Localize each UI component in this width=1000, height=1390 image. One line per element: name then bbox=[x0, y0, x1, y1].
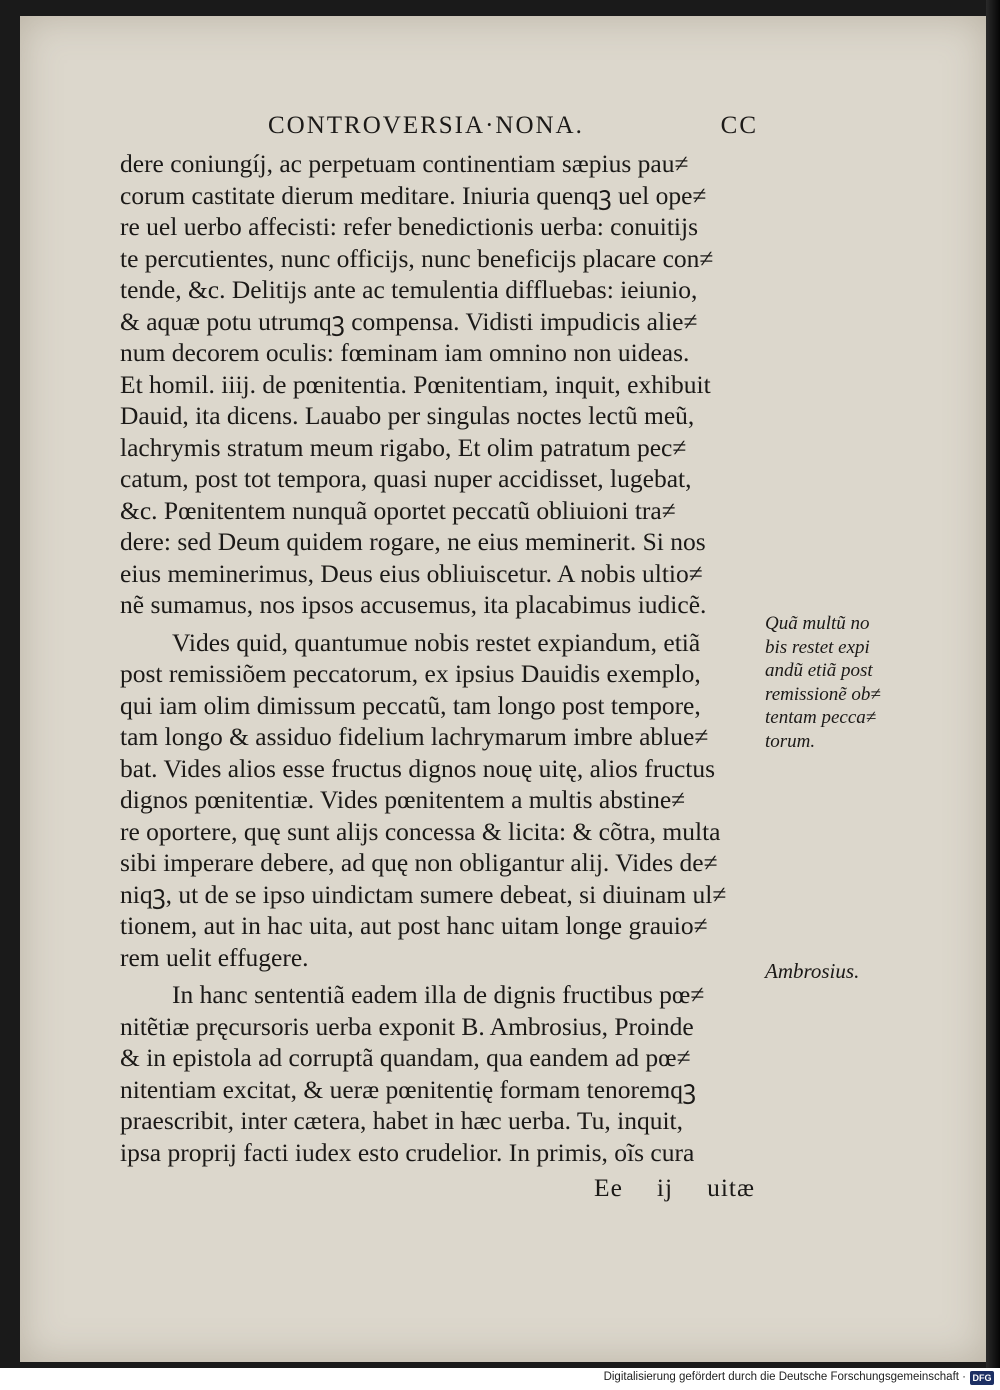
running-head bbox=[268, 112, 758, 146]
text-line: catum, post tot tempora, quasi nuper accidisset, lugebat, bbox=[120, 464, 692, 493]
text-line: te percutientes, nunc officijs, nunc beneficijs placare con≠ bbox=[120, 243, 714, 273]
text-line: Dauid, ita dicens. Lauabo per singulas noctes lectũ meũ, bbox=[120, 401, 695, 430]
marginal-note-line: Quã multũ no bbox=[765, 613, 870, 634]
text-line: Et homil. iiij. de pœnitentia. Pœnitentiam, inquit, exhibuit bbox=[120, 369, 711, 399]
paragraph-1 bbox=[120, 148, 760, 621]
text-line: rem uelit effugere. bbox=[120, 942, 309, 972]
dfg-logo-icon: DFG bbox=[970, 1371, 994, 1385]
text-line: num decorem oculis: fœminam iam omnino non uideas. bbox=[120, 338, 690, 367]
text-line: ipsa proprij facti iudex esto crudelior. In primis, oĩs cura bbox=[120, 1137, 695, 1167]
main-text-block bbox=[120, 148, 760, 1206]
folio-number: CC bbox=[720, 112, 758, 139]
text-line: qui iam olim dimissum peccatũ, tam longo post tempore, bbox=[120, 690, 701, 720]
text-line: corum castitate dierum meditare. Iniuria quenqꝫ uel ope≠ bbox=[120, 180, 707, 210]
text-line: sibi imperare debere, ad quę non obligantur alij. Vides de≠ bbox=[120, 848, 718, 877]
catchword-line bbox=[120, 1172, 760, 1206]
text-line: & in epistola ad corruptã quandam, qua eandem ad pœ≠ bbox=[120, 1043, 691, 1072]
signature-mark: Ee bbox=[594, 1173, 623, 1202]
marginal-note bbox=[765, 612, 905, 753]
text-line: nitentiam excitat, & ueræ pœnitentię formam tenoremqꝫ bbox=[120, 1074, 696, 1104]
text-line: eius meminerimus, Deus eius obliuiscetur. A nobis ultio≠ bbox=[120, 558, 703, 588]
marginal-note-line: bis restet expi bbox=[765, 636, 870, 658]
footer-bar bbox=[0, 1368, 1000, 1390]
text-line: dignos pœnitentiæ. Vides pœnitentem a multis abstine≠ bbox=[120, 785, 686, 814]
marginal-note-line: tentam pecca≠ bbox=[765, 707, 877, 728]
text-line: nẽ sumamus, nos ipsos accusemus, ita placabimus iudicẽ. bbox=[120, 590, 707, 619]
text-line: & aquæ potu utrumqꝫ compensa. Vidisti impudicis alie≠ bbox=[120, 306, 698, 336]
text-line: In hanc sententiã eadem illa de dignis fructibus pœ≠ bbox=[172, 980, 705, 1009]
text-line: tam longo & assiduo fidelium lachrymarum imbre ablue≠ bbox=[120, 722, 709, 751]
marginal-note-line: Ambrosius. bbox=[765, 959, 860, 983]
text-line: dere coniungíj, ac perpetuam continentiam sæpius pau≠ bbox=[120, 149, 689, 178]
signature-leaf: ij bbox=[656, 1173, 674, 1202]
text-line: lachrymis stratum meum rigabo, Et olim patratum pec≠ bbox=[120, 432, 687, 462]
funding-credit: Digitalisierung gefördert durch die Deutsche Forschungsgemeinschaft · bbox=[603, 1371, 966, 1383]
text-line: niqꝫ, ut de se ipso uindictam sumere debeat, si diuinam ul≠ bbox=[120, 879, 727, 909]
running-head-title: CONTROVERSIA·NONA. bbox=[268, 112, 584, 139]
book-spine-shadow bbox=[986, 0, 1000, 1368]
text-line: tionem, aut in hac uita, aut post hanc uitam longe grauio≠ bbox=[120, 911, 708, 940]
text-line: &c. Pœnitentem nunquã oportet peccatũ obliuioni tra≠ bbox=[120, 495, 676, 525]
text-line: re oportere, quę sunt alijs concessa & licita: & cõtra, multa bbox=[120, 816, 721, 846]
text-line: tende, &c. Delitijs ante ac temulentia diffluebas: ieiunio, bbox=[120, 275, 698, 304]
paragraph-3 bbox=[120, 979, 760, 1168]
marginal-note-line: remissionẽ ob≠ bbox=[765, 683, 881, 705]
paragraph-2 bbox=[120, 627, 760, 974]
text-line: nitẽtiæ pręcursoris uerba exponit B. Ambrosius, Proinde bbox=[120, 1011, 694, 1041]
text-line: bat. Vides alios esse fructus dignos nouę uitę, alios fructus bbox=[120, 753, 716, 783]
marginal-note-ambrosius bbox=[765, 960, 905, 984]
marginal-note-line: andũ etiã post bbox=[765, 660, 873, 681]
marginal-note-line: torum. bbox=[765, 730, 816, 752]
text-line: praescribit, inter cætera, habet in hæc uerba. Tu, inquit, bbox=[120, 1106, 683, 1135]
text-line: re uel uerbo affecisti: refer benedictionis uerba: conuitijs bbox=[120, 212, 699, 241]
text-line: post remissiõem peccatorum, ex ipsius Dauidis exemplo, bbox=[120, 659, 701, 688]
text-line: dere: sed Deum quidem rogare, ne eius meminerit. Si nos bbox=[120, 527, 706, 556]
catchword: uitæ bbox=[707, 1173, 756, 1202]
text-line: Vides quid, quantumue nobis restet expiandum, etiã bbox=[172, 627, 701, 657]
